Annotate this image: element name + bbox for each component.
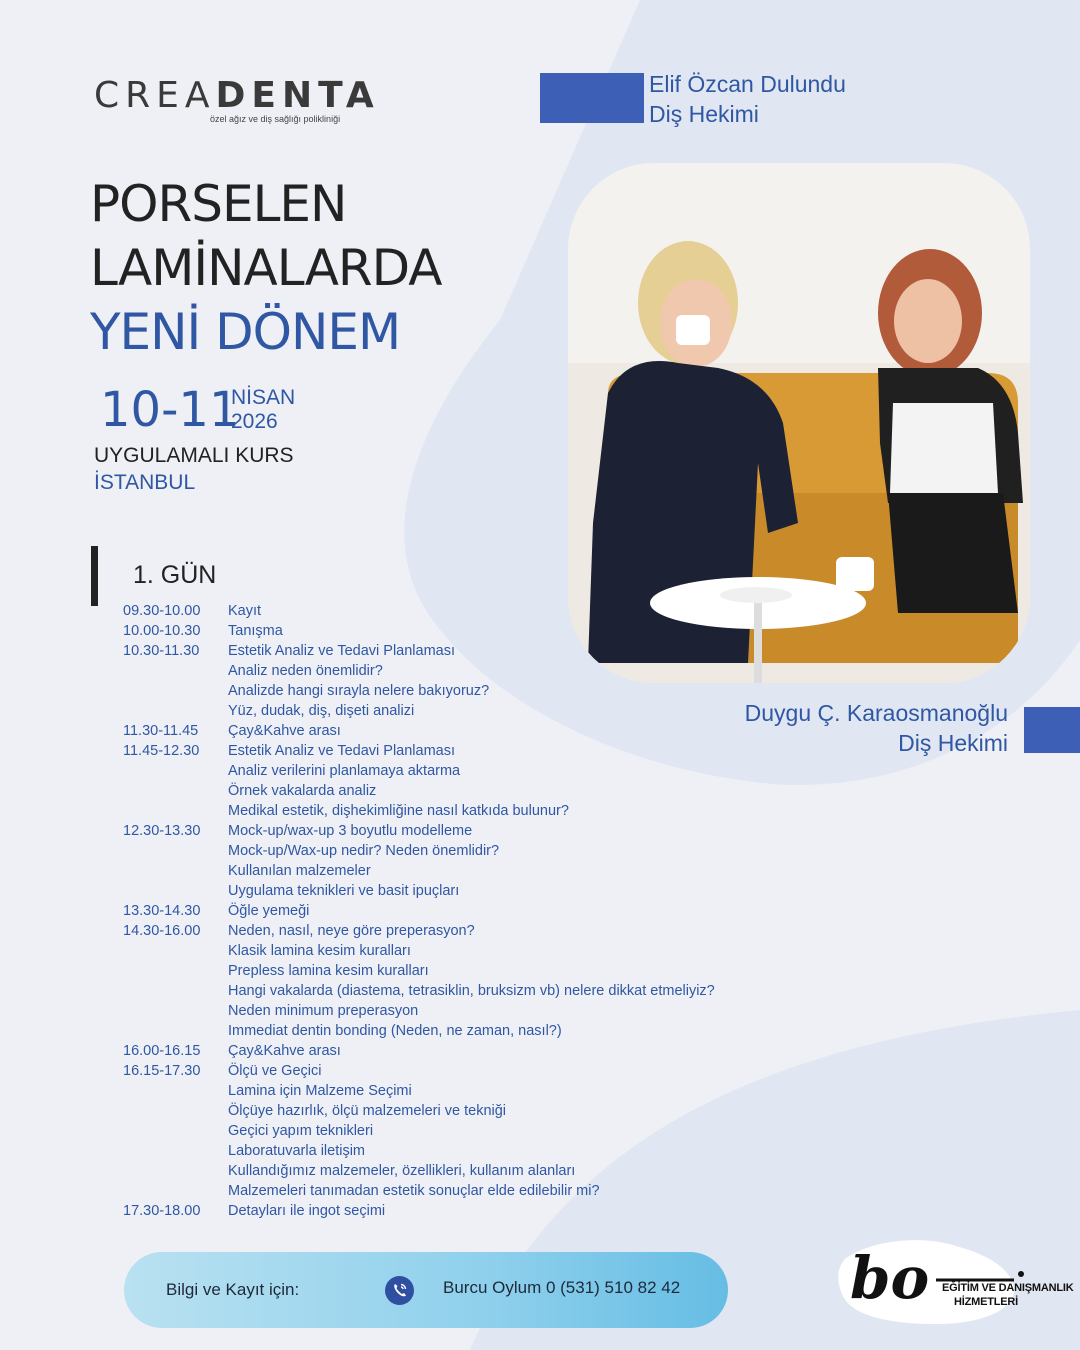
- schedule-time: 10.00-10.30: [123, 623, 201, 639]
- schedule-time: [123, 781, 228, 801]
- schedule-item: Klasik lamina kesim kuralları: [228, 943, 411, 959]
- event-year: 2026: [231, 410, 278, 433]
- schedule-time: [123, 1081, 228, 1101]
- schedule-time: 13.30-14.30: [123, 903, 201, 919]
- speaker-1-name: Elif Özcan Dulundu: [649, 71, 846, 97]
- schedule-item: Kullandığımız malzemeler, özellikleri, kullanım alanları: [228, 1163, 576, 1179]
- schedule-item: Öğle yemeği: [228, 903, 310, 919]
- schedule-row: [123, 981, 763, 1001]
- schedule-row: [123, 621, 763, 641]
- schedule-time: [123, 1141, 228, 1161]
- schedule-item: Örnek vakalarda analiz: [228, 783, 377, 799]
- schedule-item: Laboratuvarla iletişim: [228, 1143, 366, 1159]
- contact-label: Bilgi ve Kayıt için:: [166, 1280, 300, 1299]
- schedule-item: Immediat dentin bonding (Neden, ne zaman, nasıl?): [228, 1023, 562, 1039]
- schedule-item: Çay&Kahve arası: [228, 723, 341, 739]
- schedule-time: [123, 761, 228, 781]
- schedule-time: [123, 661, 228, 681]
- logo-brand-light: CREA: [94, 75, 216, 116]
- schedule-row: [123, 721, 763, 741]
- event-month-year: [231, 386, 295, 434]
- schedule-time: [123, 681, 228, 701]
- contact-banner: [124, 1252, 728, 1328]
- schedule-time: 12.30-13.30: [123, 823, 201, 839]
- speaker-2-role: Diş Hekimi: [898, 730, 1008, 756]
- schedule-row: [123, 1141, 763, 1161]
- schedule-item: Hangi vakalarda (diastema, tetrasiklin, bruksizm vb) nelere dikkat etmeliyiz?: [228, 983, 715, 999]
- schedule-row: [123, 1101, 763, 1121]
- schedule-item: Analiz verilerini planlamaya aktarma: [228, 763, 461, 779]
- schedule-row: [123, 741, 763, 761]
- schedule-item: Kayıt: [228, 603, 262, 619]
- schedule-item: Uygulama teknikleri ve basit ipuçları: [228, 883, 460, 899]
- contact-phone: Burcu Oylum 0 (531) 510 82 42: [443, 1278, 681, 1297]
- course-title: [90, 172, 441, 364]
- schedule-time: 17.30-18.00: [123, 1203, 201, 1219]
- schedule-item: Kullanılan malzemeler: [228, 863, 371, 879]
- schedule-item: Prepless lamina kesim kuralları: [228, 963, 429, 979]
- schedule-row: [123, 821, 763, 841]
- title-line-1: PORSELEN: [90, 175, 347, 233]
- day-marker-bar: [91, 546, 98, 606]
- schedule-item: Analiz neden önemlidir?: [228, 663, 383, 679]
- event-type: UYGULAMALI KURS: [94, 444, 294, 467]
- schedule-row: [123, 701, 763, 721]
- schedule-item: Estetik Analiz ve Tedavi Planlaması: [228, 643, 456, 659]
- schedule-row: [123, 1121, 763, 1141]
- schedule-time: 09.30-10.00: [123, 603, 201, 619]
- schedule-time: 11.30-11.45: [123, 723, 199, 739]
- schedule-row: [123, 601, 763, 621]
- logo-brand-bold: DENTA: [215, 75, 380, 116]
- schedule-time: [123, 1101, 228, 1121]
- speaker-1-accent-box: [540, 73, 644, 123]
- schedule-item: Malzemeleri tanımadan estetik sonuçlar elde edilebilir mi?: [228, 1183, 600, 1199]
- schedule-item: Geçici yapım teknikleri: [228, 1123, 374, 1139]
- schedule-row: [123, 1021, 763, 1041]
- schedule-item: Detayları ile ingot seçimi: [228, 1203, 386, 1219]
- schedule-item: Yüz, dudak, diş, dişeti analizi: [228, 703, 415, 719]
- brand-logo-letters: bo: [850, 1244, 930, 1312]
- schedule-row: [123, 1081, 763, 1101]
- speaker-2-name: Duygu Ç. Karaosmanoğlu: [744, 700, 1008, 726]
- schedule-list: [123, 601, 763, 1221]
- schedule-row: [123, 781, 763, 801]
- schedule-item: Neden minimum preperasyon: [228, 1003, 419, 1019]
- schedule-item: Medikal estetik, dişhekimliğine nasıl katkıda bulunur?: [228, 803, 569, 819]
- schedule-row: [123, 1161, 763, 1181]
- speaker-2-accent-box: [1024, 707, 1080, 753]
- schedule-row: [123, 801, 763, 821]
- schedule-time: [123, 881, 228, 901]
- schedule-time: [123, 801, 228, 821]
- schedule-item: Tanışma: [228, 623, 283, 639]
- schedule-row: [123, 1041, 763, 1061]
- schedule-item: Mock-up/wax-up 3 boyutlu modelleme: [228, 823, 473, 839]
- brand-line-2: HİZMETLERİ: [954, 1296, 1018, 1308]
- schedule-row: [123, 641, 763, 661]
- schedule-time: [123, 941, 228, 961]
- title-line-2: LAMİNALARDA: [90, 239, 442, 297]
- day-label: 1. GÜN: [133, 561, 217, 589]
- schedule-time: [123, 841, 228, 861]
- schedule-row: [123, 901, 763, 921]
- schedule-row: [123, 881, 763, 901]
- schedule-item: Mock-up/Wax-up nedir? Neden önemlidir?: [228, 843, 500, 859]
- schedule-row: [123, 681, 763, 701]
- title-line-3: YENİ DÖNEM: [90, 303, 401, 361]
- schedule-item: Analizde hangi sırayla nelere bakıyoruz?: [228, 683, 490, 699]
- schedule-row: [123, 1201, 763, 1221]
- schedule-row: [123, 941, 763, 961]
- schedule-row: [123, 1061, 763, 1081]
- schedule-item: Estetik Analiz ve Tedavi Planlaması: [228, 743, 456, 759]
- schedule-time: [123, 981, 228, 1001]
- schedule-item: Neden, nasıl, neye göre preperasyon?: [228, 923, 475, 939]
- phone-icon: [385, 1276, 414, 1305]
- schedule-row: [123, 841, 763, 861]
- schedule-time: [123, 1121, 228, 1141]
- schedule-time: [123, 861, 228, 881]
- creadenta-logo: [94, 75, 380, 124]
- event-month: NİSAN: [231, 386, 296, 409]
- bo-logo: [836, 1228, 1036, 1328]
- schedule-time: 14.30-16.00: [123, 923, 201, 939]
- schedule-row: [123, 1181, 763, 1201]
- schedule-time: [123, 961, 228, 981]
- speaker-1-role: Diş Hekimi: [649, 101, 759, 127]
- schedule-time: 10.30-11.30: [123, 643, 200, 659]
- schedule-time: [123, 1001, 228, 1021]
- schedule-item: Ölçü ve Geçici: [228, 1063, 322, 1079]
- schedule-row: [123, 861, 763, 881]
- schedule-row: [123, 761, 763, 781]
- schedule-row: [123, 921, 763, 941]
- schedule-time: [123, 1161, 228, 1181]
- schedule-time: 11.45-12.30: [123, 743, 200, 759]
- brand-text: [942, 1281, 1073, 1309]
- schedule-time: [123, 1181, 228, 1201]
- schedule-time: 16.00-16.15: [123, 1043, 201, 1059]
- schedule-time: [123, 701, 228, 721]
- schedule-item: Ölçüye hazırlık, ölçü malzemeleri ve tekniği: [228, 1103, 507, 1119]
- schedule-time: [123, 1021, 228, 1041]
- event-days: 10-11: [100, 382, 240, 438]
- schedule-item: Çay&Kahve arası: [228, 1043, 341, 1059]
- brand-line-1: EĞİTİM VE DANIŞMANLIK: [942, 1282, 1074, 1294]
- schedule-row: [123, 961, 763, 981]
- schedule-item: Lamina için Malzeme Seçimi: [228, 1083, 412, 1099]
- schedule-time: 16.15-17.30: [123, 1063, 201, 1079]
- schedule-row: [123, 1001, 763, 1021]
- event-city: İSTANBUL: [94, 471, 196, 494]
- logo-tagline: özel ağız ve diş sağlığı polikliniği: [210, 114, 341, 124]
- schedule-row: [123, 661, 763, 681]
